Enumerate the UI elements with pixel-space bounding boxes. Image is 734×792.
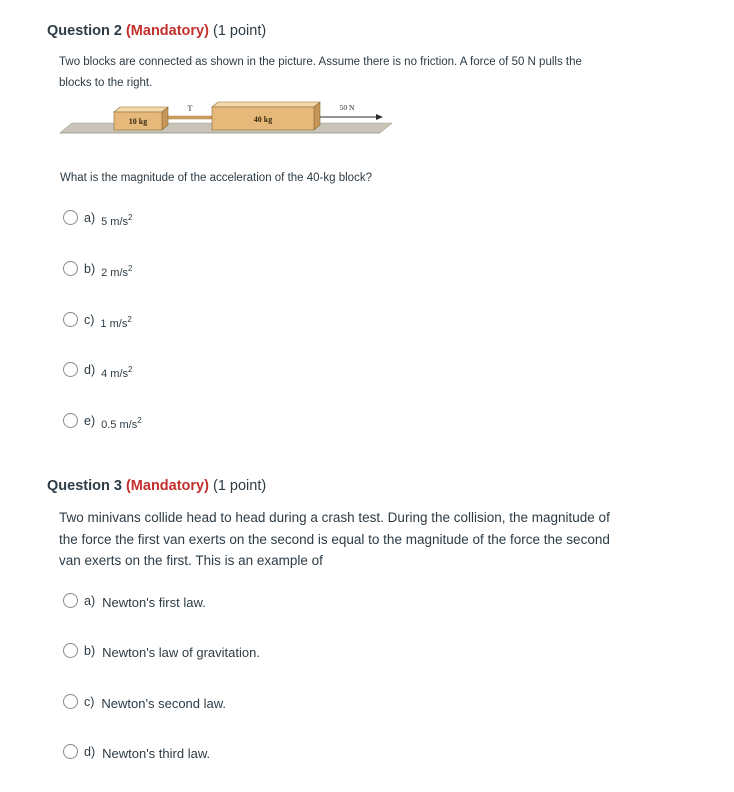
option-value: 1 $m/s^2$ xyxy=(100,315,132,330)
option-letter: b) xyxy=(84,643,96,658)
blocks-diagram xyxy=(58,100,398,140)
option-letter: d) xyxy=(84,744,96,759)
block-40kg-label: 40 kg xyxy=(253,115,273,124)
mandatory-label: (Mandatory) xyxy=(125,478,209,494)
option-letter: b) xyxy=(84,261,96,276)
option-value: 2 $m/s^2$ xyxy=(101,264,133,279)
q3-option-c[interactable] xyxy=(63,694,226,709)
radio-button[interactable] xyxy=(63,261,78,276)
question-3-text: Two minivans collide head to head during a crash test. During the collision, the magnitude of the force the first van exerts on the second is equal to the magnitude of the force the second van exerts on the first. This is an example of xyxy=(59,510,610,568)
radio-button[interactable] xyxy=(63,210,78,225)
radio-button[interactable] xyxy=(63,593,78,608)
q2-option-a[interactable] xyxy=(63,210,133,228)
option-value: 5 $m/s^2$ xyxy=(101,213,133,228)
option-letter: a) xyxy=(84,210,96,225)
points-label: (1 point) xyxy=(212,478,267,494)
radio-button[interactable] xyxy=(63,694,78,709)
question-number: Question 2 xyxy=(47,23,122,39)
option-value: 4 $m/s^2$ xyxy=(101,365,133,380)
q2-option-d[interactable] xyxy=(63,362,133,380)
option-letter: a) xyxy=(84,593,96,608)
question-2-prompt: What is the magnitude of the acceleration of the 40-kg block? xyxy=(60,172,372,184)
q3-option-a[interactable] xyxy=(63,593,206,608)
question-number: Question 3 xyxy=(47,478,122,494)
tension-label: T xyxy=(187,104,193,113)
q3-option-d[interactable] xyxy=(63,744,210,759)
q2-option-b[interactable] xyxy=(63,261,133,279)
option-value: Newton's third law. xyxy=(102,746,211,761)
mandatory-label: (Mandatory) xyxy=(125,23,209,39)
radio-button[interactable] xyxy=(63,643,78,658)
option-letter: e) xyxy=(84,413,96,428)
question-2-title xyxy=(47,23,266,39)
option-value: Newton's first law. xyxy=(102,595,206,610)
radio-button[interactable] xyxy=(63,413,78,428)
option-value: Newton's law of gravitation. xyxy=(102,645,260,660)
q3-option-b[interactable] xyxy=(63,643,260,658)
option-letter: c) xyxy=(84,312,95,327)
rope xyxy=(168,116,212,119)
q2-option-e[interactable] xyxy=(63,413,142,431)
block-10kg-label: 10 kg xyxy=(128,117,148,126)
question-2-text: Two blocks are connected as shown in the picture. Assume there is no friction. A force of 50 N pulls the blocks to the right. xyxy=(59,56,582,89)
option-value: 0.5 $m/s^2$ xyxy=(101,416,142,431)
option-letter: c) xyxy=(84,694,95,709)
option-value: Newton's second law. xyxy=(101,696,227,711)
points-label: (1 point) xyxy=(212,23,267,39)
radio-button[interactable] xyxy=(63,362,78,377)
option-letter: d) xyxy=(84,362,96,377)
question-3-title xyxy=(47,478,266,494)
radio-button[interactable] xyxy=(63,312,78,327)
force-label: 50 N xyxy=(339,103,355,112)
q2-option-c[interactable] xyxy=(63,312,132,330)
radio-button[interactable] xyxy=(63,744,78,759)
